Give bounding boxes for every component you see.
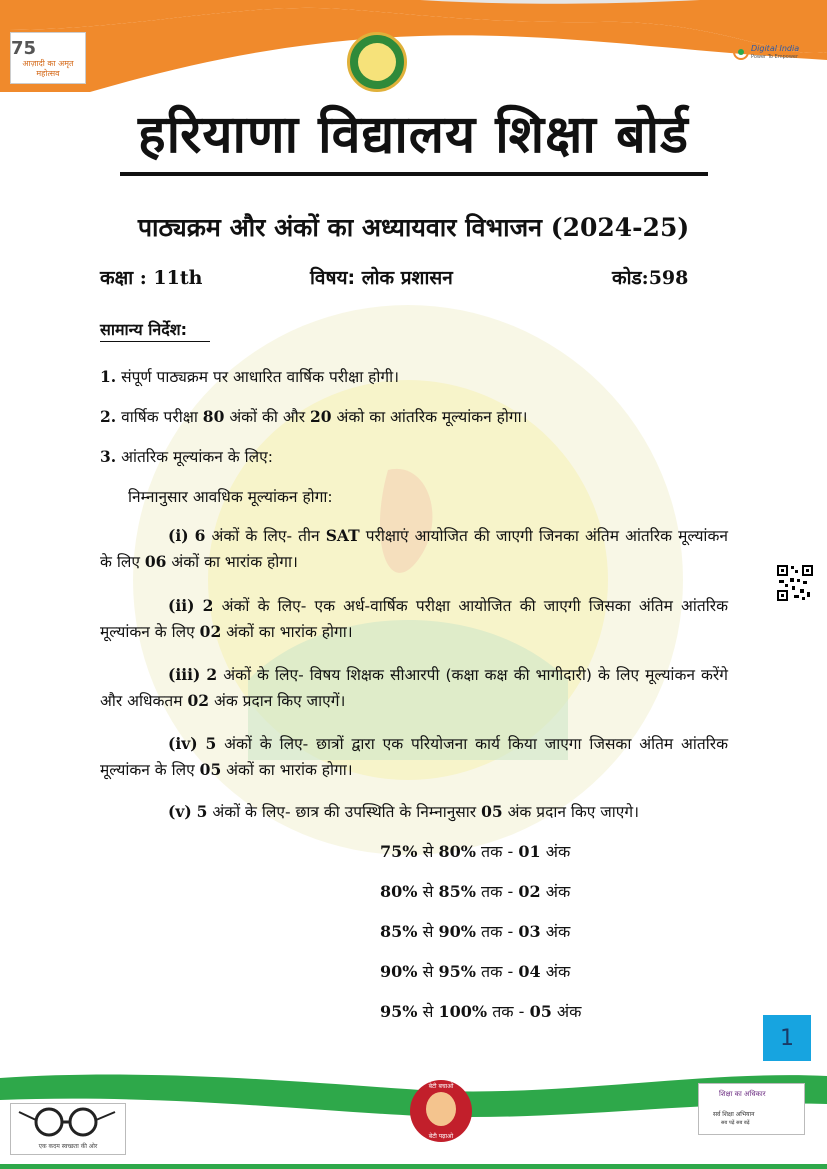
instruction-ii: (ii) 2 अंकों के लिए- एक अर्ध-वार्षिक परीक्षा आयोजित की जाएगी जिसका अंतिम आंतरिक मूल्यांकन के लिए 02 अंकों का भारांक होगा।	[100, 596, 728, 641]
beti-bachao-beti-padhao-logo	[410, 1080, 472, 1142]
shiksha-line1: सर्व शिक्षा अभियान	[713, 1111, 755, 1118]
instruction-1: 1. संपूर्ण पाठ्यक्रम पर आधारित वार्षिक परीक्षा होगी।	[100, 367, 400, 386]
azadi-ka-amrit-mahotsav-logo	[10, 32, 86, 84]
digital-india-logo	[733, 40, 803, 70]
attendance-row: 95% से 100% तक - 05 अंक	[380, 1002, 582, 1021]
swachh-tagline: एक कदम स्वच्छता की ओर	[38, 1143, 98, 1150]
instruction-i: (i) 6 अंकों के लिए- तीन SAT परीक्षाएं आयोजित की जाएगी जिनका अंतिम आंतरिक मूल्यांकन के लिए 06 अंकों का भारांक होगा।	[100, 526, 728, 571]
syllabus-subtitle: पाठ्यक्रम और अंकों का अध्यायवार विभाजन (2024-25)	[137, 213, 690, 242]
attendance-row: 80% से 85% तक - 02 अंक	[380, 882, 571, 901]
board-title: हरियाणा विद्यालय शिक्षा बोर्ड	[138, 105, 689, 165]
attendance-row: 90% से 95% तक - 04 अंक	[380, 962, 571, 981]
digital-india-tagline: Power To Empower	[751, 54, 799, 60]
spectacles-icon	[11, 1104, 125, 1140]
board-seal-logo	[347, 32, 407, 92]
general-instructions-heading: सामान्य निर्देश:	[100, 320, 188, 339]
beti-text-top: बेटी बचाओ	[428, 1083, 454, 1090]
instruction-v: (v) 5 अंकों के लिए- छात्र की उपस्थिति के निम्नानुसार 05 अंक प्रदान किए जाएगे।	[168, 802, 639, 821]
digital-india-icon	[733, 42, 749, 62]
azadi-logo-text: आज़ादी का अमृत महोत्सव	[22, 58, 74, 78]
azadi-logo-number: 75	[11, 37, 37, 59]
instruction-iv: (iv) 5 अंकों के लिए- छात्रों द्वारा एक परियोजना कार्य किया जाएगा जिसका अंतिम आंतरिक मूल्यांकन के लिए 05 अंकों का भारांक होगा।	[100, 734, 728, 779]
instruction-3: 3. आंतरिक मूल्यांकन के लिए:	[100, 447, 273, 466]
code-label: कोड:598	[612, 267, 689, 289]
shiksha-ka-adhikar-logo	[698, 1083, 805, 1135]
beti-text-bottom: बेटी पढ़ाओ	[428, 1133, 454, 1140]
header-band	[0, 0, 827, 92]
digital-india-text: Digital India	[751, 44, 800, 53]
instruction-2: 2. वार्षिक परीक्षा 80 अंकों की और 20 अंको का आंतरिक मूल्यांकन होगा।	[100, 407, 528, 426]
class-label: कक्षा : 11th	[100, 267, 203, 289]
qr-code-icon[interactable]	[776, 564, 814, 602]
subject-label: विषय: लोक प्रशासन	[310, 267, 453, 289]
page-number-badge: 1	[763, 1015, 811, 1061]
instruction-periodic: निम्नानुसार आवधिक मूल्यांकन होगा:	[128, 488, 333, 506]
title-underline	[120, 172, 708, 176]
attendance-row: 75% से 80% तक - 01 अंक	[380, 842, 571, 861]
swachh-bharat-logo	[10, 1103, 126, 1155]
shiksha-title: शिक्षा का अधिकार	[719, 1090, 766, 1098]
instruction-iii: (iii) 2 अंकों के लिए- विषय शिक्षक सीआरपी (कक्षा कक्ष की भागीदारी) के लिए मूल्यांकन करेंगे और अधिकतम 02 अंक प्रदान किए जाएगें।	[100, 665, 728, 710]
shiksha-line2: सब पढ़ें सब बढ़ें	[721, 1120, 750, 1126]
attendance-row: 85% से 90% तक - 03 अंक	[380, 922, 571, 941]
heading-underline	[100, 341, 210, 342]
